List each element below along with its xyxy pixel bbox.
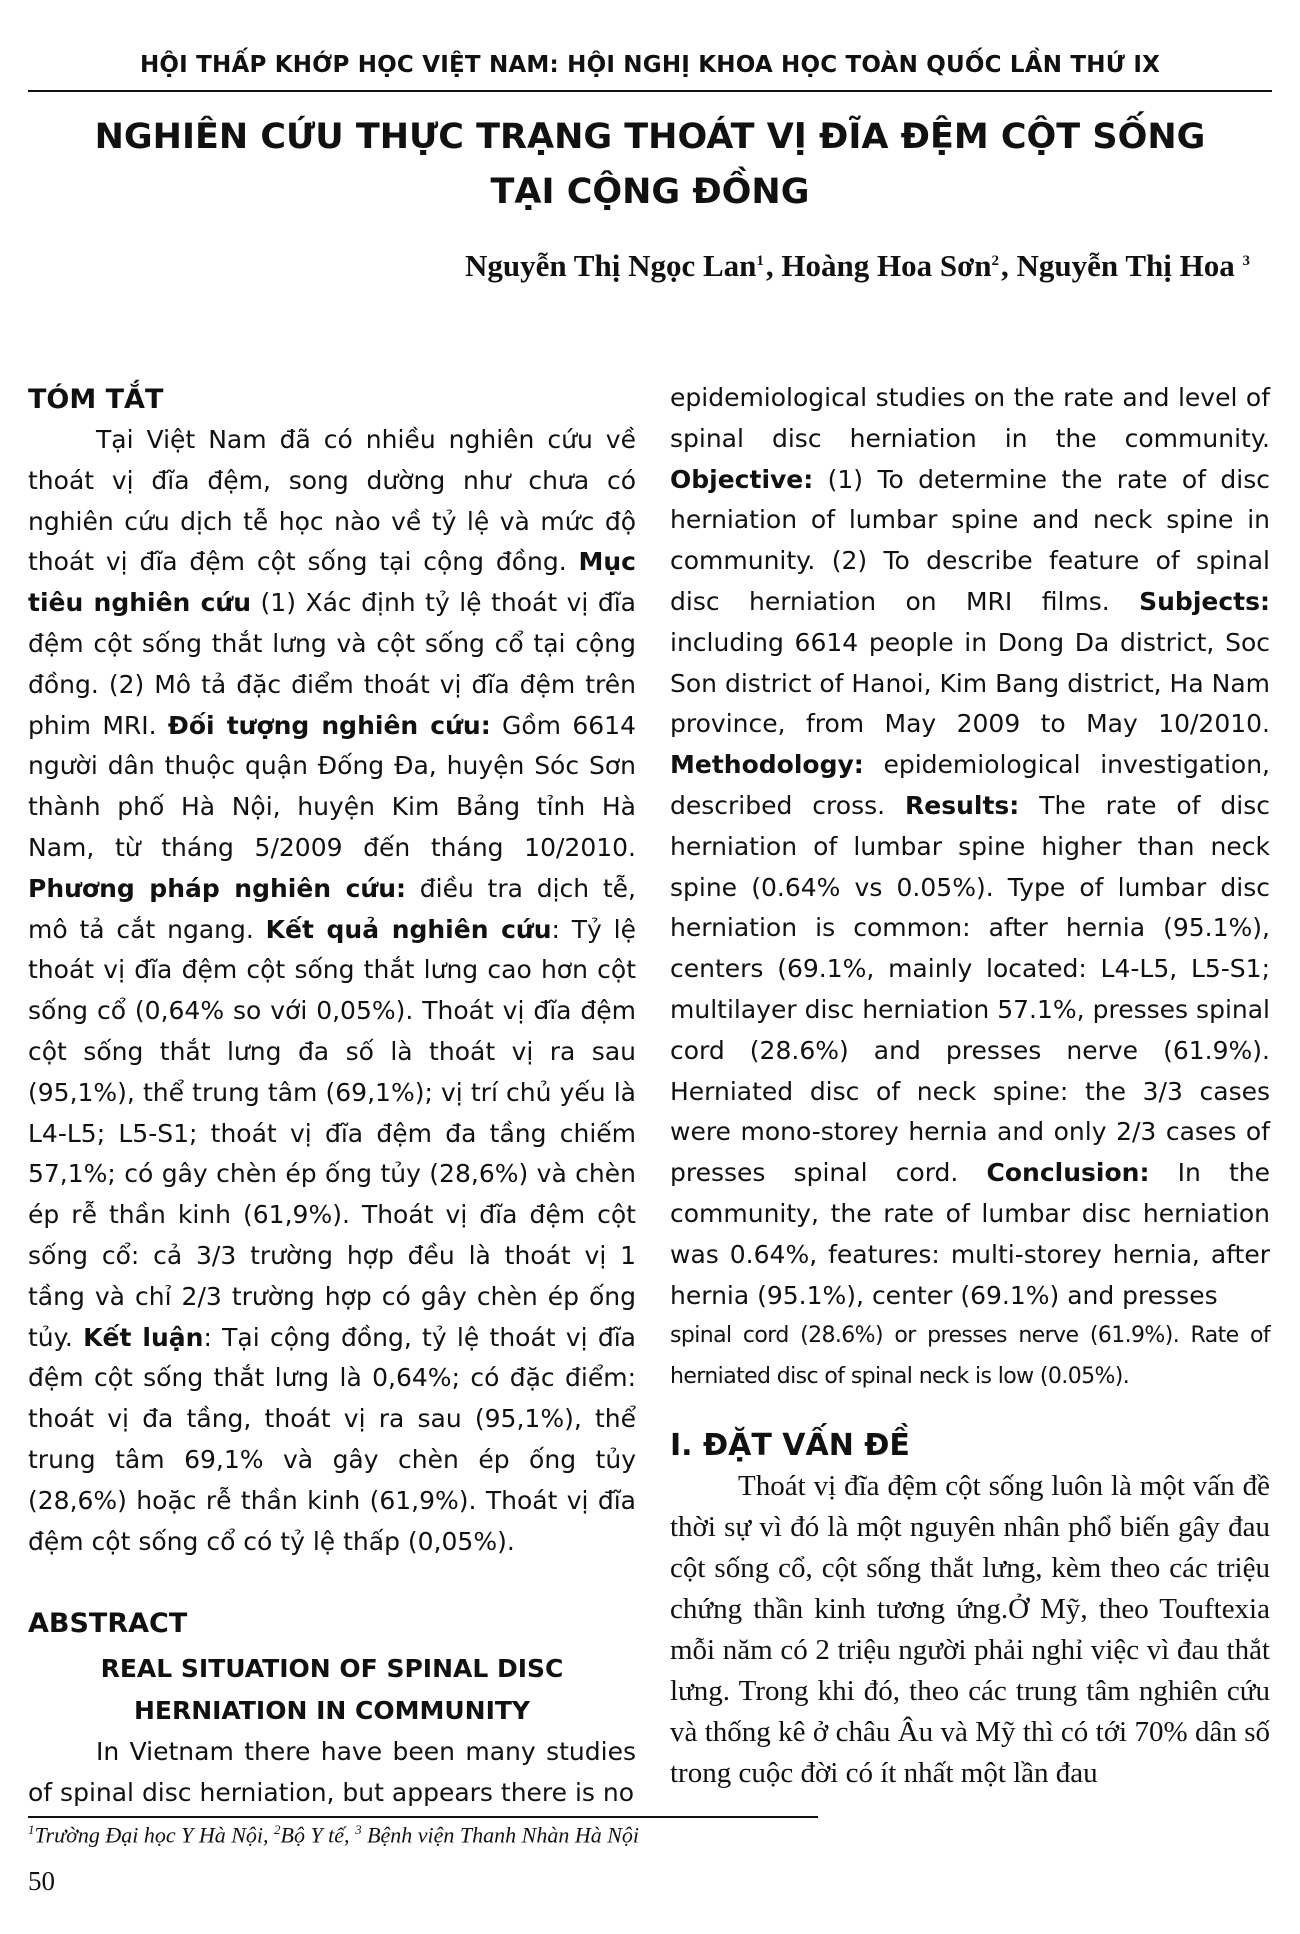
- author-affiliation: 1: [756, 252, 764, 269]
- summary-heading: TÓM TẮT: [28, 384, 164, 415]
- running-header: HỘI THẤP KHỚP HỌC VIỆT NAM: HỘI NGHỊ KHOA HỌC TOÀN QUỐC LẦN THỨ IX: [139, 52, 1161, 78]
- abstract-subjects-label: Subjects:: [1139, 586, 1270, 616]
- section-1-paragraph: Thoát vị đĩa đệm cột sống luôn là một vấn đề thời sự vì đó là một nguyên nhân phổ biến gây đau cột sống cổ, cột sống thắt lưng, kèm theo các triệu chứng thần kinh tương ứng.Ở Mỹ, theo Touftexia mỗi năm có 2 triệu người phải nghỉ việc vì đau thắt lưng. Trong khi đó, theo các trung tâm nghiên cứu và thống kê ở châu Âu và Mỹ thì có tới 70% dân số trong cuộc đời có ít nhất một lần đau: [670, 1469, 1270, 1789]
- summary-objective-text: (1) Xác định tỷ lệ thoát vị đĩa đệm cột sống thắt lưng và cột sống cổ tại cộng đồng. (2) Mô tả đặc điểm thoát vị đĩa đệm trên phim MRI.: [28, 588, 637, 740]
- abstract-conclusion-label: Conclusion:: [986, 1158, 1150, 1188]
- footnote-text: Trường Đại học Y Hà Nội,: [34, 1822, 274, 1848]
- affiliation-footnote: [28, 1822, 639, 1848]
- page-number: 50: [28, 1866, 55, 1896]
- author-separator: ,: [1001, 248, 1017, 283]
- summary-conclusion-text: : Tại cộng đồng, tỷ lệ thoát vị đĩa đệm cột sống thắt lưng là 0,64%; có đặc điểm: thoát vị đa tầng, thoát vị ra sau (95,1%), thể trung tâm 69,1% và gây chèn ép ống tủy (28,6%) hoặc rễ thần kinh (61,9%). Thoát vị đĩa đệm cột sống cổ có tỷ lệ thấp (0,05%).: [28, 1322, 636, 1556]
- author-affiliation: 2: [991, 252, 1000, 269]
- abstract-paragraph-start: In Vietnam there have been many studies of spinal disc herniation, but appears there is no: [28, 1737, 636, 1808]
- summary-paragraph: [28, 420, 636, 1562]
- abstract-objective-label: Objective:: [670, 464, 814, 494]
- summary-subjects-text: Gồm 6614 người dân thuộc quận Đống Đa, huyện Sóc Sơn thành phố Hà Nội, huyện Kim Bảng tỉnh Hà Nam, từ tháng 5/2009 đến tháng 10/2010.: [28, 710, 636, 862]
- abstract-results-text: The rate of disc herniation of lumbar spine higher than neck spine (0.64% vs 0.05%). Type of lumbar disc herniation is common: after hernia (95.1%), centers (69.1%, mainly located: L4-L5, L5-S1; multilayer disc herniation 57.1%, presses spinal cord (28.6%) and presses nerve (61.9%). Herniated disc of neck spine: the 3/3 cases were mono-storey hernia and only 2/3 cases of presses spinal cord.: [670, 790, 1271, 1188]
- right-column: [670, 378, 1270, 1794]
- title-line-1: NGHIÊN CỨU THỰC TRẠNG THOÁT VỊ ĐĨA ĐỆM CỘT SỐNG: [94, 117, 1206, 157]
- abstract-paragraph-continued: [670, 378, 1270, 1316]
- abstract-closing-text: spinal cord (28.6%) or presses nerve (61.9%). Rate of herniated disc of spinal neck is low (0.05%).: [670, 1323, 1270, 1390]
- abstract-objective-text: (1) To determine the rate of disc herniation of lumbar spine and neck spine in community. (2) To describe feature of spinal disc herniation on MRI films.: [670, 464, 1270, 616]
- author-separator: ,: [765, 248, 782, 283]
- footnote-rule: [28, 1816, 818, 1818]
- author-name: Nguyễn Thị Hoa: [1016, 248, 1243, 283]
- author-affiliation: 3: [1242, 252, 1250, 269]
- abstract-method-label: Methodology:: [670, 750, 864, 780]
- summary-results-label: Kết quả nghiên cứu: [265, 914, 552, 944]
- summary-subjects-label: Đối tượng nghiên cứu:: [167, 710, 491, 740]
- summary-conclusion-label: Kết luận: [83, 1322, 204, 1352]
- left-column: [28, 380, 636, 1814]
- abstract-conclusion-text: In the community, the rate of lumbar disc herniation was 0.64%, features: multi-storey hernia, after hernia (95.1%), center (69.1%) and presses: [670, 1158, 1271, 1310]
- summary-method-text: điều tra dịch tễ, mô tả cắt ngang.: [28, 873, 637, 944]
- abstract-intro-cont: epidemiological studies on the rate and level of spinal disc herniation in the community.: [670, 383, 1270, 453]
- footnote-marker: 1: [28, 1822, 35, 1837]
- title-line-2: TẠI CỘNG ĐỒNG: [490, 172, 810, 212]
- abstract-subjects-text: including 6614 people in Dong Da district, Soc Son district of Hanoi, Kim Bang district, Ha Nam province, from May 2009 to May 10/2010.: [670, 627, 1270, 739]
- footnote-marker: 3: [355, 1822, 362, 1837]
- author-name: Nguyễn Thị Ngọc Lan: [464, 248, 757, 283]
- abstract-subtitle: [28, 1648, 636, 1732]
- footnote-text: Bệnh viện Thanh Nhàn Hà Nội: [361, 1822, 639, 1848]
- abstract-heading: ABSTRACT: [28, 1608, 188, 1640]
- footnote-text: Bộ Y tế,: [280, 1822, 356, 1848]
- summary-results-text: : Tỷ lệ thoát vị đĩa đệm cột sống thắt lưng cao hơn cột sống cổ (0,64% so với 0,05%). Thoát vị đĩa đệm cột sống thắt lưng đa số là thoát vị ra sau (95,1%), thể trung tâm (69,1%); vị trí chủ yếu là L4-L5; L5-S1; thoát vị đĩa đệm đa tầng chiếm 57,1%; có gây chèn ép ống tủy (28,6%) và chèn ép rễ thần kinh (61,9%). Thoát vị đĩa đệm cột sống cổ: cả 3/3 trường hợp đều là thoát vị 1 tầng và chỉ 2/3 trường hợp có gây chèn ép ống tủy.: [28, 914, 636, 1352]
- author-name: Hoàng Hoa Sơn: [781, 248, 992, 283]
- abstract-method-text: epidemiological investigation, described cross.: [670, 750, 1270, 820]
- summary-method-label: Phương pháp nghiên cứu:: [28, 873, 407, 903]
- abstract-subtitle-line-2: HERNIATION IN COMMUNITY: [133, 1696, 531, 1726]
- paper-title: [60, 110, 1240, 220]
- summary-intro: Tại Việt Nam đã có nhiều nghiên cứu về thoát vị đĩa đệm, song dường như chưa có nghiên cứu dịch tễ học nào về tỷ lệ và mức độ thoát vị đĩa đệm cột sống tại cộng đồng.: [28, 425, 636, 577]
- summary-objective-label: Mục tiêu nghiên cứu: [28, 547, 636, 618]
- abstract-results-label: Results:: [905, 790, 1020, 820]
- section-1-heading: I. ĐẶT VẤN ĐỀ: [670, 1427, 910, 1463]
- header-rule: [28, 90, 1272, 92]
- author-list: [465, 248, 1252, 284]
- abstract-subtitle-line-1: REAL SITUATION OF SPINAL DISC: [100, 1654, 564, 1684]
- footnote-marker: 2: [274, 1822, 281, 1837]
